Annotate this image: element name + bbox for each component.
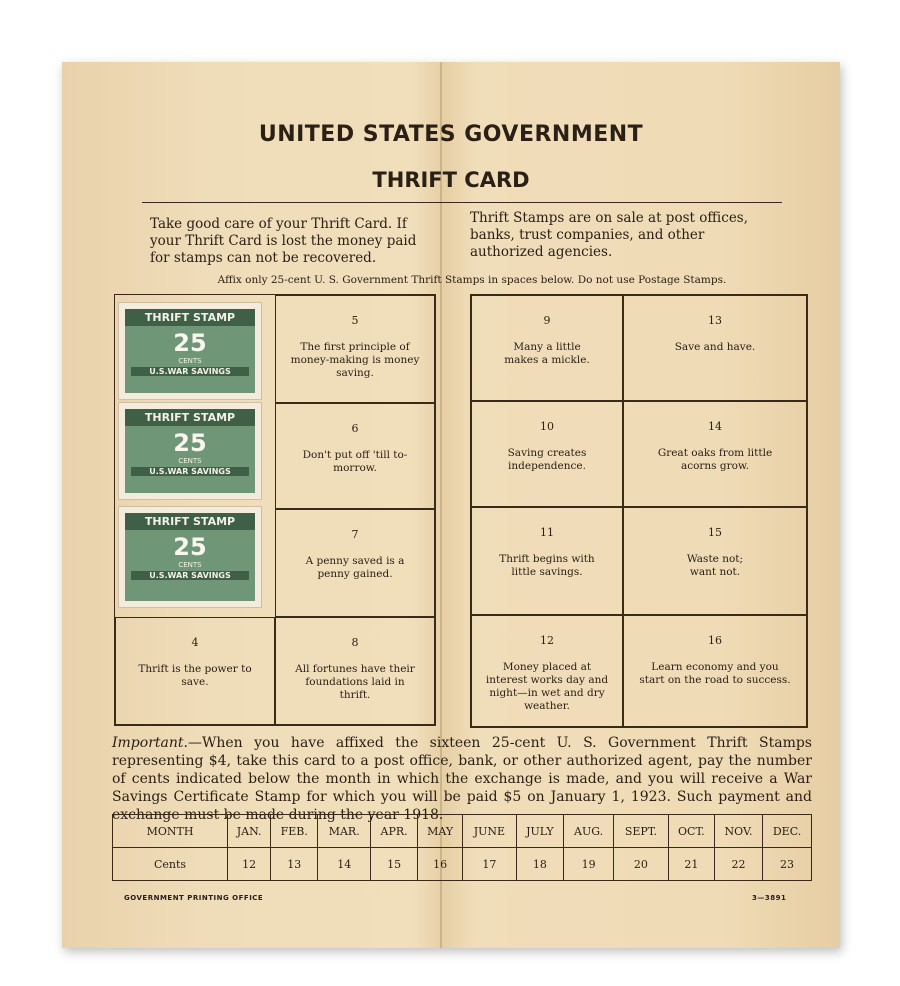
cents-cell: 22 [714, 848, 762, 881]
stamp-header: THRIFT STAMP [125, 513, 255, 530]
cents-row [113, 848, 812, 881]
stamp-text: U.S.WAR SAVINGS [131, 467, 249, 476]
square-number: 7 [351, 528, 359, 541]
month-cell: MAY [418, 815, 463, 848]
square-number: 4 [191, 636, 199, 649]
cents-cell: 13 [271, 848, 318, 881]
square-6 [275, 403, 435, 509]
intro-right: Thrift Stamps are on sale at post offices, banks, trust companies, and other authorized agencies. [470, 210, 749, 260]
square-15 [623, 507, 807, 615]
month-cell: MAR. [318, 815, 371, 848]
square-motto: Learn economy and you start on the road to success. [639, 661, 791, 686]
footer-form-number: 3—3891 [752, 894, 787, 902]
stamp-header: THRIFT STAMP [125, 309, 255, 326]
cents-cell: 15 [371, 848, 418, 881]
square-14 [623, 401, 807, 507]
month-cell: JAN. [228, 815, 271, 848]
important-text: —When you have affixed the sixteen 25-cent U. S. Government Thrift Stamps representing $4, take this card to a post office, bank, or other authorized agent, pay the number of cents indicated below the month in which the exchange is made, and you will receive a War Savings Certificate Stamp for which you will be paid $5 on January 1, 1923. Such payment and exchange must be made during the year 1918. [112, 735, 812, 823]
cents-cell: 14 [318, 848, 371, 881]
thrift-stamp-3 [119, 507, 261, 607]
stamp-cents: CENTS [178, 357, 202, 365]
square-motto: Saving creates independence. [507, 447, 587, 472]
square-number: 5 [351, 314, 359, 327]
title-rule [142, 202, 782, 203]
cents-cell: 12 [228, 848, 271, 881]
square-motto: Great oaks from little acorns grow. [657, 447, 773, 472]
stamp-header: THRIFT STAMP [125, 409, 255, 426]
square-motto: Thrift is the power to save. [138, 663, 252, 688]
square-number: 13 [708, 314, 722, 327]
cents-cell: 16 [418, 848, 463, 881]
square-number: 10 [540, 420, 554, 433]
month-row [113, 815, 812, 848]
square-number: 8 [351, 636, 359, 649]
square-number: 14 [708, 420, 722, 433]
square-motto: Thrift begins with little savings. [499, 553, 595, 578]
stamp-grid-right [470, 294, 808, 728]
square-number: 11 [540, 526, 554, 539]
square-number: 16 [708, 634, 722, 647]
stamp-cents: CENTS [178, 561, 202, 569]
square-motto: Don't put off 'till to-morrow. [302, 449, 408, 474]
intro-left: Take good care of your Thrift Card. If your Thrift Card is lost the money paid for stamps can not be recovered. [150, 216, 417, 266]
card-subtitle: THRIFT CARD [372, 168, 530, 192]
square-7 [275, 509, 435, 617]
stamp-text: U.S.WAR SAVINGS [131, 571, 249, 580]
square-motto: Many a little makes a mickle. [504, 341, 590, 366]
thrift-card [62, 62, 840, 948]
cents-cell: 20 [614, 848, 669, 881]
month-cell: SEPT. [614, 815, 669, 848]
square-4 [115, 617, 275, 725]
affix-note: Affix only 25-cent U. S. Government Thrift Stamps in spaces below. Do not use Postage Stamps. [217, 274, 727, 286]
stamp-value: 25 [173, 533, 207, 561]
important-paragraph [112, 734, 812, 824]
square-9 [471, 295, 623, 401]
exchange-table [112, 814, 812, 881]
square-number: 9 [543, 314, 551, 327]
square-13 [623, 295, 807, 401]
square-motto: A penny saved is a penny gained. [305, 555, 405, 580]
square-motto: Waste not; want not. [686, 553, 744, 578]
stamp-grid-left [114, 294, 436, 726]
stamp-value: 25 [173, 329, 207, 357]
month-cell: AUG. [564, 815, 614, 848]
month-cell: NOV. [714, 815, 762, 848]
stamp-text: U.S.WAR SAVINGS [131, 367, 249, 376]
cents-cell: 19 [564, 848, 614, 881]
square-10 [471, 401, 623, 507]
month-cell: OCT. [668, 815, 714, 848]
month-cell: DEC. [763, 815, 812, 848]
square-number: 6 [351, 422, 359, 435]
cents-cell: 21 [668, 848, 714, 881]
month-cell: APR. [371, 815, 418, 848]
square-12 [471, 615, 623, 727]
month-cell: JUNE [463, 815, 516, 848]
cents-cell: 17 [463, 848, 516, 881]
cents-cell: 23 [763, 848, 812, 881]
square-motto: Save and have. [674, 341, 756, 353]
card-title: UNITED STATES GOVERNMENT [258, 122, 644, 147]
square-number: 15 [708, 526, 722, 539]
cents-label: Cents [113, 848, 228, 881]
square-motto: All fortunes have their foundations laid in thrift. [295, 663, 415, 701]
square-motto: Money placed at interest works day and night—in wet and dry weather. [485, 661, 609, 712]
stamp-value: 25 [173, 429, 207, 457]
important-lead: Important. [112, 735, 188, 751]
stamp-cents: CENTS [178, 457, 202, 465]
cents-cell: 18 [516, 848, 564, 881]
month-cell: JULY [516, 815, 564, 848]
square-8 [275, 617, 435, 725]
square-number: 12 [540, 634, 554, 647]
square-16 [623, 615, 807, 727]
square-motto: The first principle of money-making is money saving. [290, 341, 420, 379]
thrift-stamp-1 [119, 303, 261, 399]
square-5 [275, 295, 435, 403]
thrift-stamp-2 [119, 403, 261, 499]
month-label: MONTH [113, 815, 228, 848]
square-11 [471, 507, 623, 615]
month-cell: FEB. [271, 815, 318, 848]
footer-printer: GOVERNMENT PRINTING OFFICE [124, 894, 264, 902]
